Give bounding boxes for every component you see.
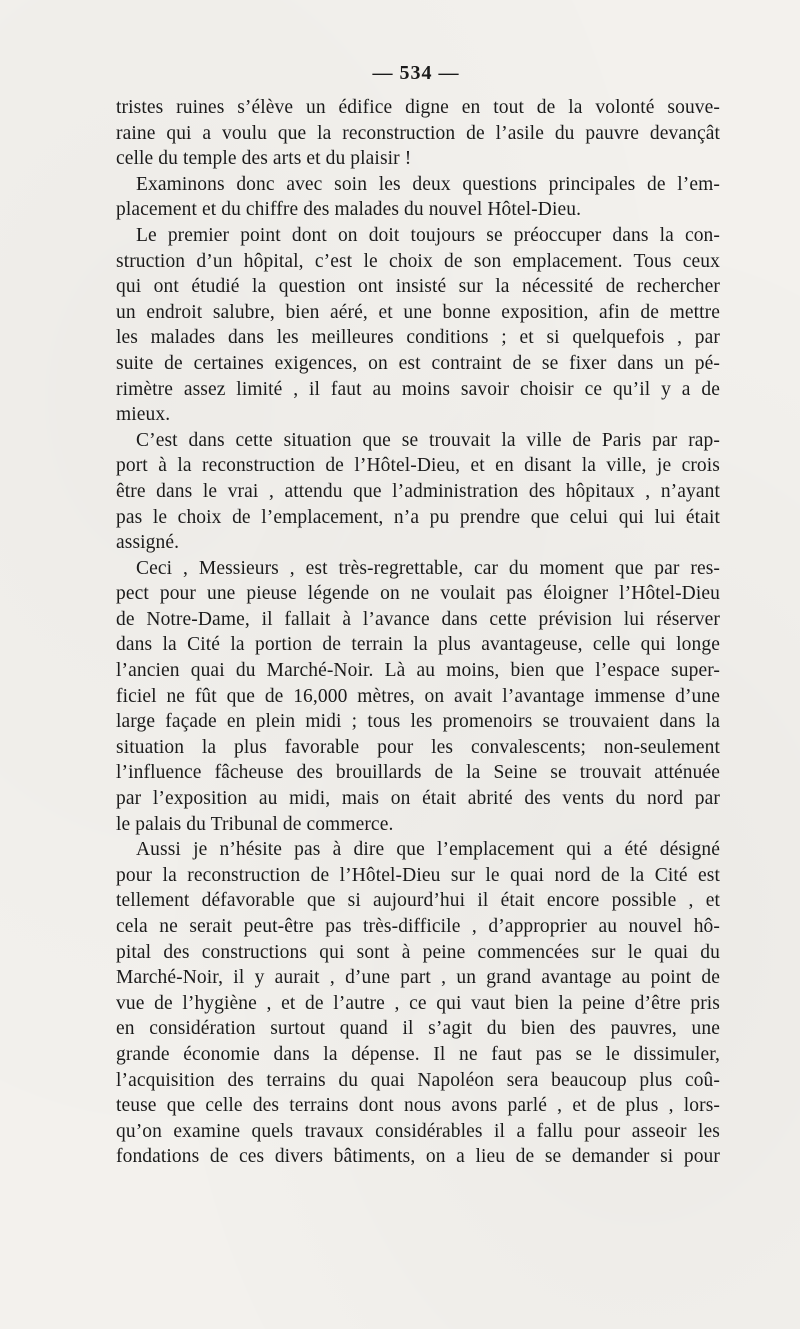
text-line: tristes ruines s’élève un édifice digne en tout de la volonté souve- bbox=[116, 97, 720, 118]
text-line: fondations de ces divers bâtiments, on a lieu de se demander si pour bbox=[116, 1146, 720, 1168]
text-line: pas le choix de l’emplacement, n’a pu prendre que celui qui lui était bbox=[116, 506, 720, 528]
text-line: large façade en plein midi ; tous les promenoirs se trouvaient dans la bbox=[116, 711, 720, 733]
text-line: l’influence fâcheuse des brouillards de la Seine se trouvait atténuée bbox=[116, 762, 720, 784]
text-line: pour la reconstruction de l’Hôtel-Dieu sur le quai nord de la Cité est bbox=[116, 864, 720, 886]
text-line: placement et du chiffre des malades du nouvel Hôtel-Dieu. bbox=[116, 199, 582, 221]
text-line: celle du temple des arts et du plaisir ! bbox=[116, 148, 412, 170]
text-line: qui ont étudié la question ont insisté sur la nécessité de rechercher bbox=[116, 276, 720, 298]
text-line: suite de certaines exigences, on est contraint de se fixer dans un pé- bbox=[116, 352, 720, 374]
text-line: Examinons donc avec soin les deux questions principales de l’em- bbox=[136, 173, 720, 195]
text-line: qu’on examine quels travaux considérables il a fallu pour asseoir les bbox=[116, 1120, 720, 1142]
text-line: Ceci , Messieurs , est très-regrettable, car du moment que par res- bbox=[136, 557, 720, 579]
text-line: raine qui a voulu que la reconstruction de l’asile du pauvre devançât bbox=[116, 122, 720, 144]
text-line: rimètre assez limité , il faut au moins savoir choisir ce qu’il y a de bbox=[116, 378, 720, 400]
text-line: un endroit salubre, bien aéré, et une bonne exposition, afin de mettre bbox=[116, 301, 720, 323]
text-line: le palais du Tribunal de commerce. bbox=[116, 813, 394, 835]
text-line: assigné. bbox=[116, 532, 180, 554]
text-line: teuse que celle des terrains dont nous avons parlé , et de plus , lors- bbox=[116, 1095, 720, 1117]
text-line: vue de l’hygiène , et de l’autre , ce qui vaut bien la peine d’être pris bbox=[116, 992, 720, 1014]
text-line: les malades dans les meilleures conditions ; et si quelquefois , par bbox=[116, 327, 720, 349]
text-line: cela ne serait peut-être pas très-difficile , d’approprier au nouvel hô- bbox=[116, 916, 720, 937]
text-line: grande économie dans la dépense. Il ne faut pas se le dissimuler, bbox=[116, 1043, 720, 1065]
text-line: l’acquisition des terrains du quai Napoléon sera beaucoup plus coû- bbox=[116, 1069, 720, 1091]
text-line: tellement défavorable que si aujourd’hui il était encore possible , et bbox=[116, 890, 720, 912]
page-number: — 534 — bbox=[372, 62, 460, 84]
text-line: pect pour une pieuse légende on ne voulait pas éloigner l’Hôtel-Dieu bbox=[116, 583, 720, 605]
text-line: C’est dans cette situation que se trouvait la ville de Paris par rap- bbox=[136, 429, 720, 451]
text-line: Le premier point dont on doit toujours se préoccuper dans la con- bbox=[136, 224, 720, 246]
text-line: de Notre-Dame, il fallait à l’avance dans cette prévision lui réserver bbox=[116, 608, 720, 630]
text-line: port à la reconstruction de l’Hôtel-Dieu, et en disant la ville, je crois bbox=[116, 455, 720, 477]
text-line: struction d’un hôpital, c’est le choix de son emplacement. Tous ceux bbox=[116, 250, 720, 272]
text-line: situation la plus favorable pour les convalescents; non-seulement bbox=[116, 736, 720, 758]
text-line: par l’exposition au midi, mais on était abrité des vents du nord par bbox=[116, 788, 720, 810]
text-line: pital des constructions qui sont à peine commencées sur le quai du bbox=[116, 941, 720, 963]
text-line: dans la Cité la portion de terrain la plus avantageuse, celle qui longe bbox=[116, 634, 720, 656]
text-line: ficiel ne fût que de 16,000 mètres, on avait l’avantage immense d’une bbox=[116, 685, 720, 707]
text-line: mieux. bbox=[116, 404, 171, 426]
text-line: en considération surtout quand il s’agit du bien des pauvres, une bbox=[116, 1018, 720, 1040]
text-line: Marché-Noir, il y aurait , d’une part , un grand avantage au point de bbox=[116, 967, 720, 989]
body-text bbox=[116, 95, 720, 1170]
text-line: l’ancien quai du Marché-Noir. Là au moins, bien que l’espace super- bbox=[116, 660, 720, 682]
text-line: être dans le vrai , attendu que l’administration des hôpitaux , n’ayant bbox=[116, 480, 720, 502]
text-line: Aussi je n’hésite pas à dire que l’emplacement qui a été désigné bbox=[136, 839, 720, 861]
